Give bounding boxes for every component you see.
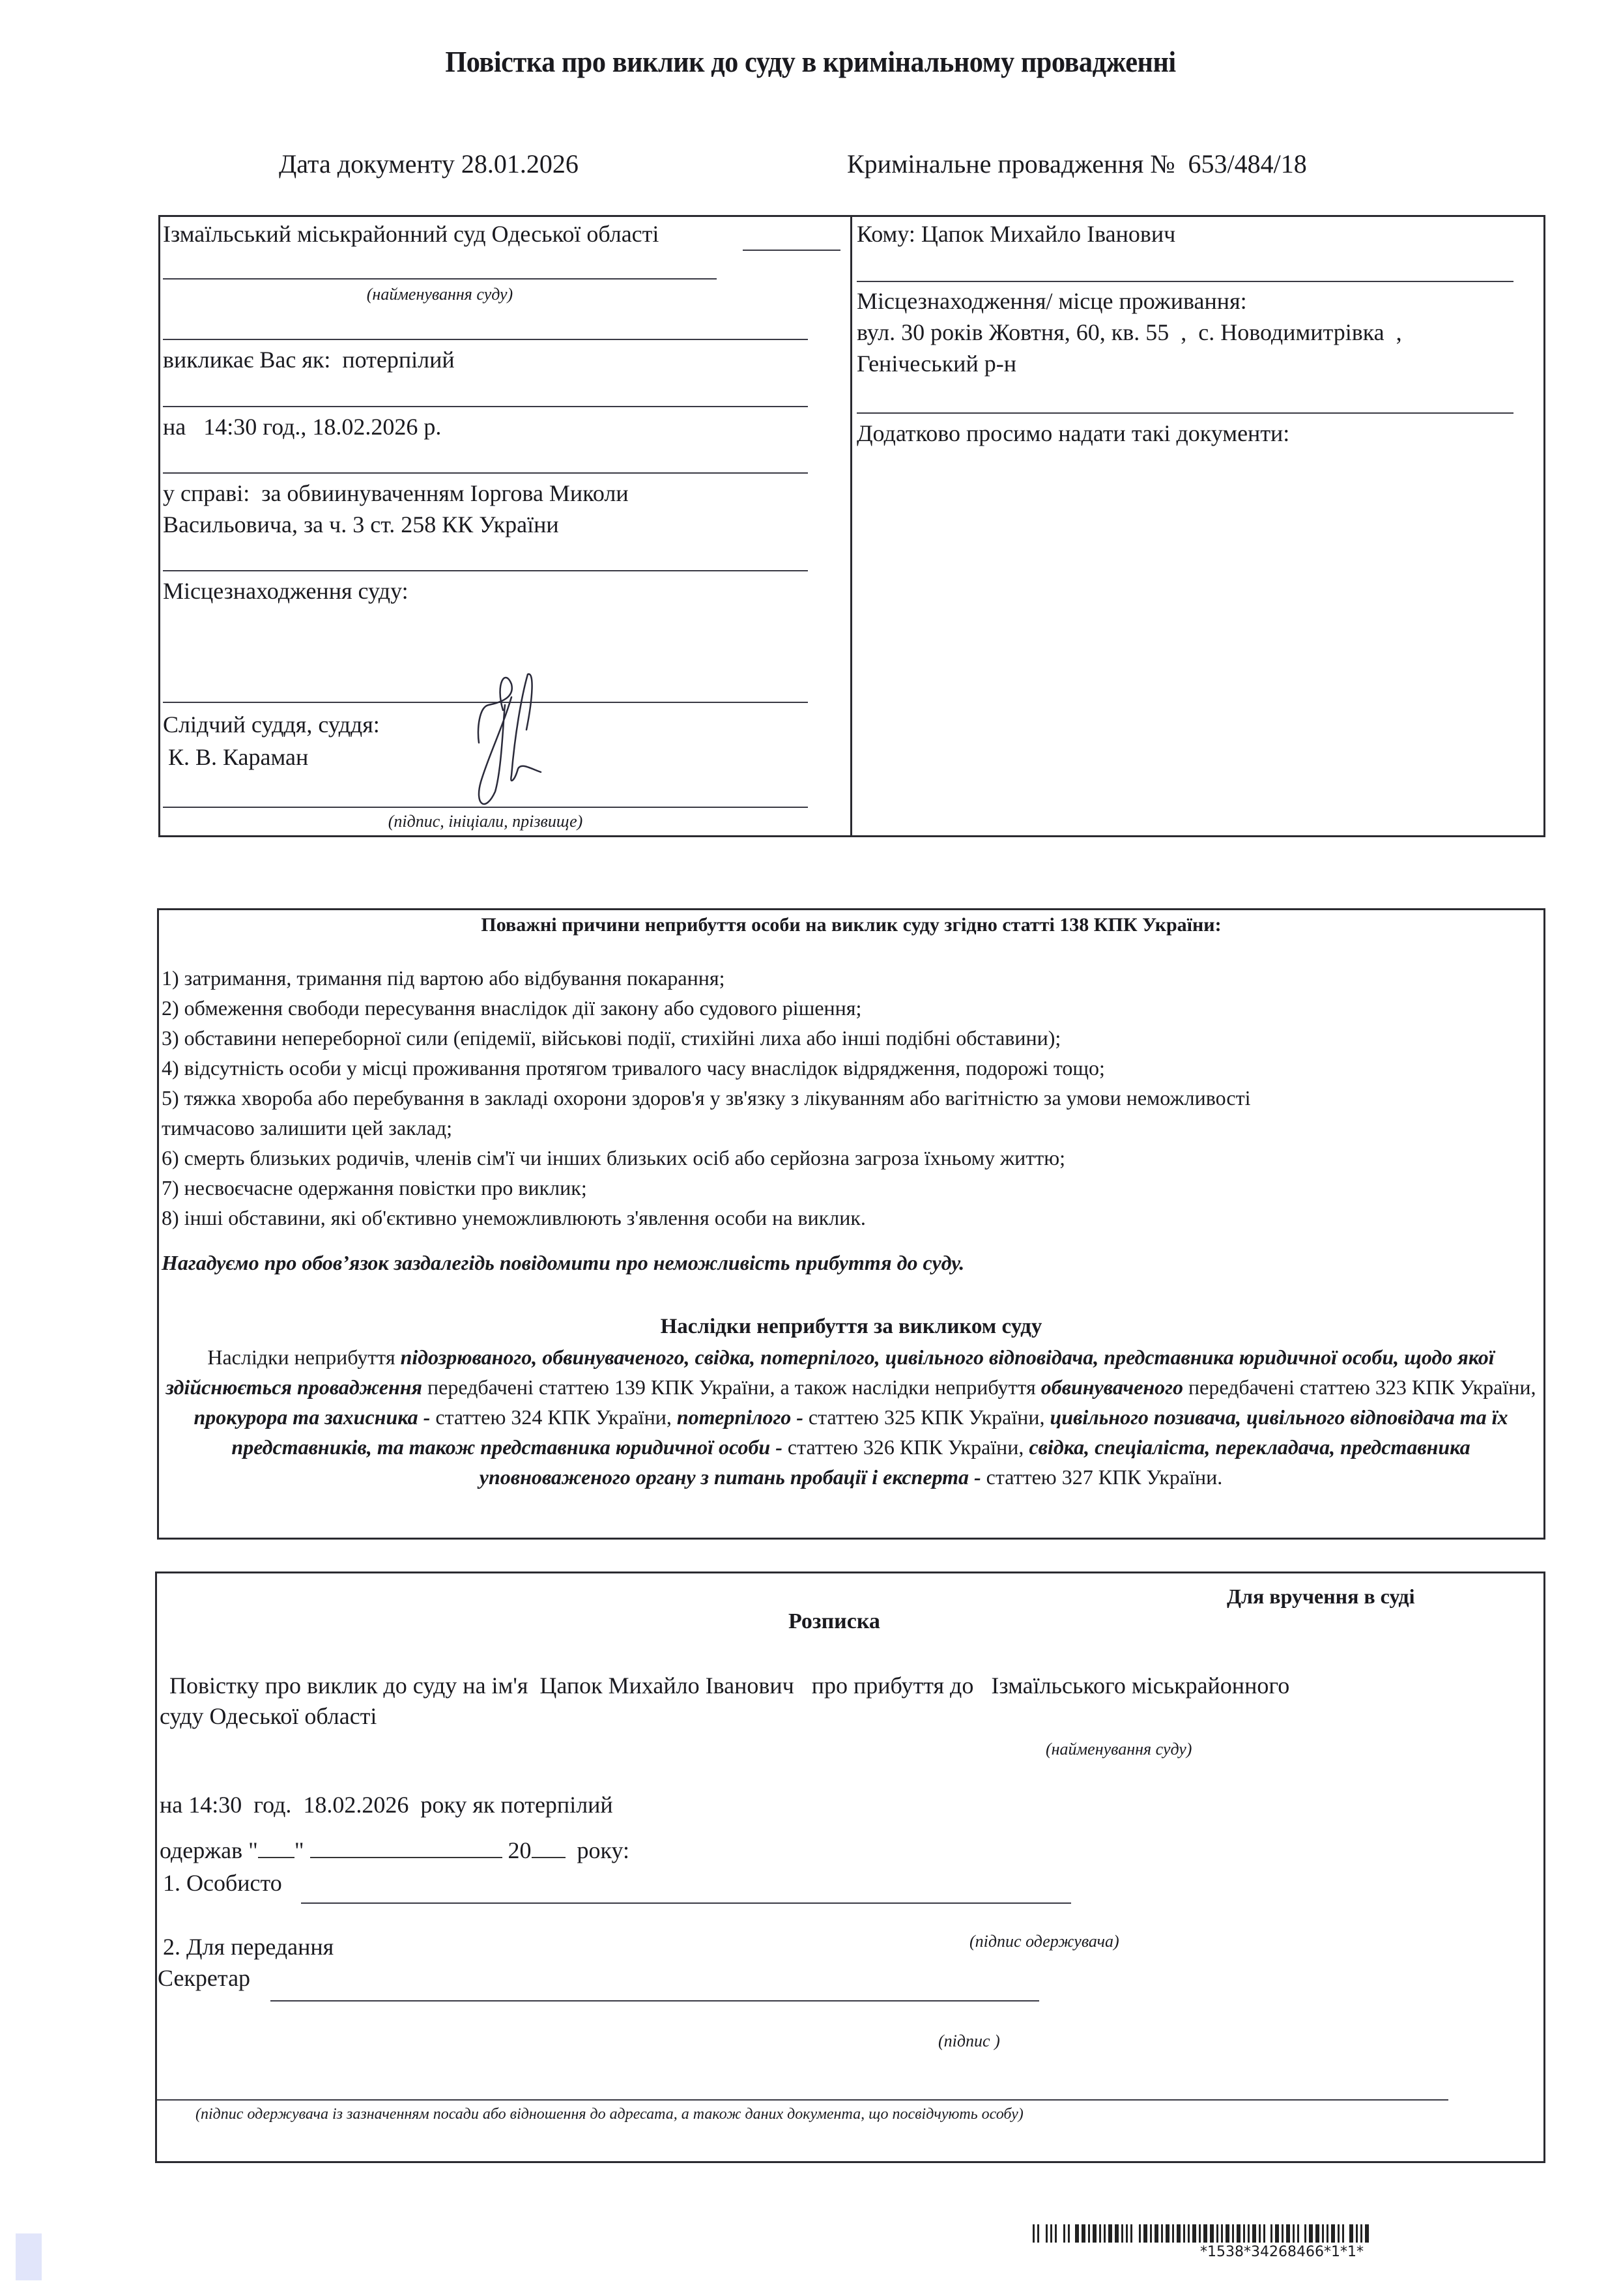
address-label: Місцезнаходження/ місце проживання: — [857, 288, 1247, 314]
valid-reason-item: 2) обмеження свободи пересування внаслідок дії закону або судового рішення; — [162, 996, 862, 1020]
received-day-field[interactable] — [258, 1857, 294, 1858]
court-name-caption: (найменування суду) — [366, 285, 513, 304]
extra-documents-label: Додатково просимо надати такі документи: — [857, 420, 1290, 446]
signature-caption: (підпис, ініціали, прізвище) — [388, 812, 583, 831]
consequences-text-part: передбачені статтею 139 КПК України, а також наслідки неприбуття — [422, 1375, 1041, 1399]
hearing-time — [163, 412, 441, 441]
summoned-as — [163, 345, 455, 374]
personally-signature-field[interactable] — [301, 1902, 1071, 1904]
consequences-heading: Наслідки неприбуття за викликом суду — [660, 1315, 1042, 1338]
received-date-line — [160, 1836, 629, 1865]
received-month-field[interactable] — [310, 1857, 502, 1858]
consequences-emphasis: свідка, спеціаліста, перекладача, представника уповноваженого органу з питань пробації і експерта - — [479, 1435, 1470, 1489]
hearing-time-prefix: на — [163, 414, 186, 440]
consequences-emphasis: потерпілого - — [676, 1405, 803, 1429]
case-line-1: за обвиинуваченням Іоргова Миколи — [261, 480, 629, 506]
valid-reason-item: 7) несвоєчасне одержання повістки про виклик; — [162, 1176, 587, 1199]
rule — [163, 406, 808, 407]
recipient-details-caption: (підпис одержувача із зазначенням посади або відношення до адресата, а також даних документа, що посвідчують особу) — [195, 2106, 1024, 2123]
consequences-text-part: статтею 326 КПК України, — [782, 1435, 1029, 1459]
reminder-note: Нагадуємо про обов’язок заздалегідь повідомити про неможливість прибуття до суду. — [162, 1251, 965, 1274]
case-label: у справі: — [163, 480, 250, 506]
consequences-emphasis: прокурора та захисника - — [194, 1405, 431, 1429]
consequences-emphasis: цивільного позивача, цивільного відповідача та їх представників, та також представника юридичної особи - — [231, 1405, 1508, 1459]
valid-reason-item: 4) відсутність особи у місці проживання протягом тривалого часу внаслідок відрядження, подорожі тощо; — [162, 1056, 1105, 1080]
rule — [163, 472, 808, 474]
case-line-2: Васильовича, за ч. 3 ст. 258 КК України — [163, 511, 559, 538]
consequences-text-part: Наслідки неприбуття — [207, 1345, 401, 1369]
received-suffix: року: — [577, 1837, 630, 1863]
secretary-label: Секретар — [158, 1965, 251, 1991]
valid-reason-item: 1) затримання, тримання під вартою або відбування покарання; — [162, 966, 725, 990]
court-name: Ізмаїльський міськрайонний суд Одеської області — [163, 221, 659, 247]
received-year-field[interactable] — [532, 1857, 566, 1858]
personally-label: 1. Особисто — [163, 1870, 282, 1896]
case-number-value: 653/484/18 — [1188, 149, 1307, 179]
consequences-text-part: передбачені статтею 323 КПК України, — [1183, 1375, 1536, 1399]
consequences-text-part: статтею 327 КПК України. — [981, 1465, 1223, 1489]
receipt-court-caption: (найменування суду) — [1046, 1740, 1192, 1758]
court-name-underline — [743, 250, 840, 251]
document-date-label: Дата документу — [279, 149, 455, 179]
address-line-1: вул. 30 років Жовтня, 60, кв. 55 , с. Новодимитрівка , — [857, 319, 1402, 345]
receipt-appointment: на 14:30 год. 18.02.2026 року як потерпілий — [160, 1792, 613, 1818]
secretary-signature-caption: (підпис ) — [938, 2031, 1000, 2050]
court-location-label: Місцезнаходження суду: — [163, 578, 409, 604]
recipient-label: Кому: — [857, 221, 915, 247]
received-year-prefix: 20 — [508, 1837, 532, 1863]
address-line-2: Генічеський р-н — [857, 351, 1016, 377]
judge-signature-icon — [450, 671, 560, 811]
rule — [857, 281, 1513, 282]
document-date-value: 28.01.2026 — [461, 149, 579, 179]
secretary-signature-field[interactable] — [270, 2000, 1039, 2002]
receipt-summons-line-2: суду Одеської області — [160, 1703, 377, 1729]
scan-artifact — [16, 2233, 42, 2280]
case-number-label: Кримінальне провадження № — [847, 149, 1175, 179]
page-title: Повістка про виклик до суду в кримінальному провадженні — [445, 45, 1176, 78]
received-prefix: одержав " — [160, 1837, 258, 1863]
valid-reasons-heading: Поважні причини неприбуття особи на виклик суду згідно статті 138 КПК України: — [481, 914, 1222, 936]
for-transfer-label: 2. Для передання — [163, 1934, 334, 1960]
judge-label: Слідчий суддя, суддя: — [163, 711, 380, 738]
rule — [857, 412, 1513, 414]
document-barcode — [1033, 2224, 1531, 2260]
barcode-bars-icon — [1033, 2224, 1531, 2243]
court-name-line-2 — [163, 278, 717, 280]
consequences-text — [163, 1342, 1539, 1492]
document-date — [279, 149, 579, 179]
rule — [163, 570, 808, 571]
hearing-time-value: 14:30 год., 18.02.2026 р. — [203, 414, 442, 440]
column-divider — [850, 215, 852, 837]
rule — [163, 807, 808, 808]
valid-reason-item: тимчасово залишити цей заклад; — [162, 1116, 453, 1140]
receipt-summons-line-1: Повістку про виклик до суду на ім'я Цапок Михайло Іванович про прибуття до Ізмаїльського міськрайонного — [169, 1672, 1290, 1699]
recipient — [857, 220, 1175, 248]
summoned-as-value: потерпілий — [342, 347, 455, 373]
recipient-details-field[interactable] — [157, 2099, 1448, 2101]
rule — [163, 339, 808, 340]
valid-reason-item: 8) інші обставини, які об'єктивно унеможливлюють з'явлення особи на виклик. — [162, 1206, 866, 1229]
case-number — [847, 149, 1307, 179]
valid-reason-item: 3) обставини непереборної сили (епідемії, військові події, стихійні лиха або інші подібні обставини); — [162, 1026, 1061, 1050]
consequences-emphasis: підозрюваного, обвинуваченого, свідка, потерпілого, цивільного відповідача, представника юридичної особи, щодо якої здійснюється провадження — [165, 1345, 1495, 1399]
consequences-text-part: статтею 325 КПК України, — [803, 1405, 1050, 1429]
receipt-title: Розписка — [788, 1609, 880, 1633]
for-court-delivery-label: Для вручення в суді — [1227, 1585, 1415, 1608]
consequences-emphasis: обвинуваченого — [1040, 1375, 1183, 1399]
judge-name: К. В. Караман — [168, 744, 309, 770]
recipient-name: Цапок Михайло Іванович — [921, 221, 1176, 247]
consequences-text-part: статтею 324 КПК України, — [430, 1405, 677, 1429]
valid-reasons-list — [162, 963, 1250, 1233]
received-quote-close: " — [294, 1837, 304, 1863]
case-description — [163, 479, 629, 508]
summoned-as-label: викликає Вас як: — [163, 347, 331, 373]
receipt-box — [155, 1571, 1545, 2163]
valid-reason-item: 6) смерть близьких родичів, членів сім'ї чи інших близьких осіб або серйозна загроза їхньому життю; — [162, 1146, 1066, 1170]
barcode-text: *1538*34268466*1*1* — [1200, 2244, 1364, 2260]
valid-reason-item: 5) тяжка хвороба або перебування в закладі охорони здоров'я у зв'язку з лікуванням або вагітністю за умови неможливості — [162, 1086, 1251, 1110]
recipient-signature-caption: (підпис одержувача) — [969, 1932, 1119, 1951]
